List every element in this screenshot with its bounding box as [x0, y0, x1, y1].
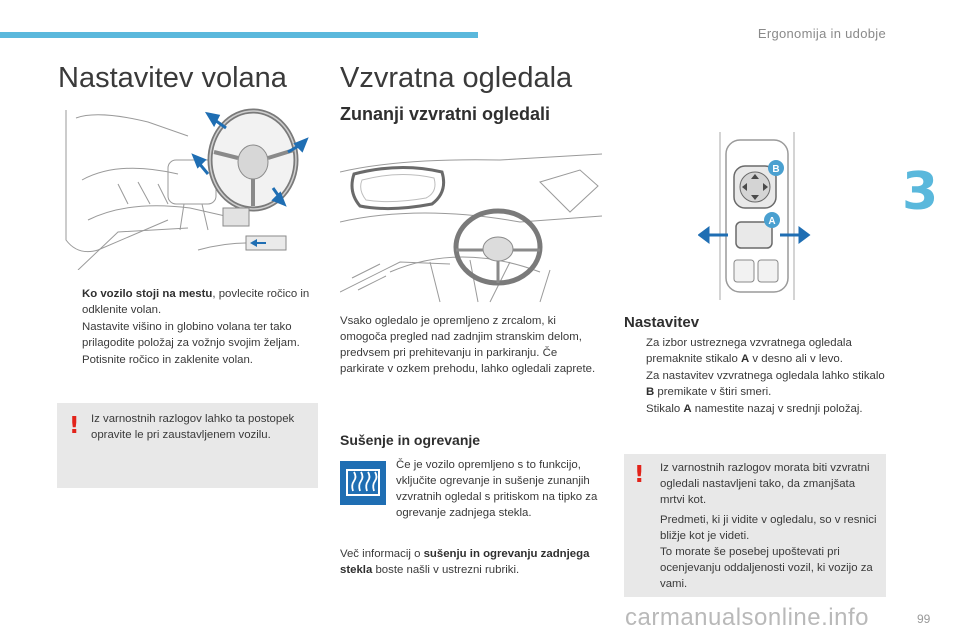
step-text: namestite nazaj v srednji položaj. — [691, 403, 863, 415]
defrost-text: Če je vozilo opremljeno s to funkcijo, vključite ogrevanje in sušenje zunanjih vzvratnih ogledal s pritiskom na tipko za ogrevanje zadnjega stekla. — [396, 459, 598, 519]
reference-suffix: boste našli v ustrezni rubriki. — [372, 564, 520, 576]
steering-step — [60, 319, 322, 351]
mirrors-warning-box — [624, 454, 886, 597]
mirrors-description: Vsako ogledalo je opremljeno z zrcalom, ki omogoča pregled nad zadnjim stranskim delom, predvsem pri prehitevanju in parkiranju. Če parkirate v ozkem prehodu, lahko ogledali zaprete. — [340, 315, 596, 375]
warning-icon: ! — [69, 413, 80, 439]
steering-step — [60, 352, 322, 368]
steering-wheel-adjustment-illustration — [58, 100, 314, 270]
adjust-step — [624, 401, 894, 417]
switch-label-a: A — [768, 216, 776, 227]
exterior-mirrors-subtitle: Zunanji vzvratni ogledali — [340, 104, 551, 124]
step-text: v desno ali v levo. — [749, 353, 843, 365]
warning-icon: ! — [634, 462, 645, 488]
mirror-control-switch-illustration — [698, 132, 816, 300]
reference-prefix: Več informacij o — [340, 548, 424, 560]
step-text: Potisnite ročico in zaklenite volan. — [82, 354, 253, 366]
mirrors-title: Vzvratna ogledala — [340, 62, 573, 94]
mirrors-warning-text-3: To morate še posebej upoštevati pri ocenjevanju oddaljenosti vozil, ki vozijo za vami. — [660, 546, 873, 590]
adjust-steps — [624, 335, 894, 418]
chapter-number: 3 — [902, 162, 939, 222]
step-text: Stikalo — [646, 403, 684, 415]
rear-defrost-icon — [340, 461, 386, 505]
steering-step — [60, 286, 322, 318]
reference-emphasis: sušenju in ogrevanju zadnjega stekla — [340, 548, 590, 576]
step-text: Za nastavitev vzvratnega ogledala lahko stikalo — [646, 370, 885, 382]
adjust-step — [624, 335, 894, 367]
defrost-heading: Sušenje in ogrevanje — [340, 432, 481, 448]
mirror-and-cockpit-illustration — [340, 152, 602, 307]
step-emphasis: A — [740, 353, 750, 365]
steering-title: Nastavitev volana — [58, 62, 287, 94]
section-title: Ergonomija in udobje — [757, 26, 886, 41]
steering-steps — [60, 286, 322, 369]
adjust-step — [624, 368, 894, 400]
step-emphasis: A — [683, 403, 692, 415]
steering-warning-text: Iz varnostnih razlogov lahko ta postopek opravite le pri zaustavljenem vozilu. — [91, 413, 295, 441]
steering-warning-box — [57, 403, 318, 488]
step-text: Za izbor ustreznega vzvratnega ogledala premaknite stikalo — [646, 337, 852, 365]
switch-label-b: B — [772, 164, 780, 175]
mirrors-warning-text-2: Predmeti, ki ji vidite v ogledalu, so v resnici bližje kot je videti. — [660, 514, 877, 542]
step-emphasis: B — [646, 386, 655, 398]
step-emphasis: Ko vozilo stoji na mestu — [82, 288, 213, 300]
watermark: carmanualsonline.info — [625, 604, 869, 631]
adjust-heading: Nastavitev — [624, 314, 700, 331]
page-number: 99 — [917, 612, 931, 626]
defrost-reference — [340, 546, 602, 578]
mirrors-warning-text-1: Iz varnostnih razlogov morata biti vzvratni ogledali nastavljeni tako, da zmanjšata mrtvi kot. — [660, 462, 870, 506]
step-text: Nastavite višino in globino volana ter tako prilagodite položaj za vožnjo svojim željam. — [82, 321, 300, 349]
header-accent-bar — [0, 32, 478, 38]
step-text: premikate v štiri smeri. — [654, 386, 772, 398]
step-text: , povlecite ročico in odklenite volan. — [82, 288, 310, 316]
